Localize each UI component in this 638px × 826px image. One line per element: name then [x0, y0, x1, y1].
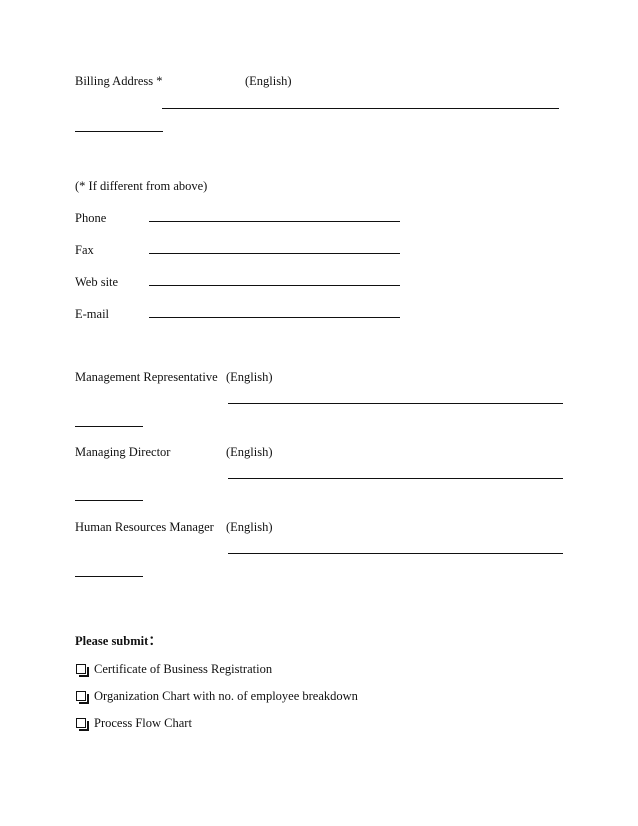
managing-director-label: Managing Director — [75, 445, 171, 459]
phone-label: Phone — [75, 211, 107, 225]
website-field[interactable] — [149, 285, 400, 286]
billing-address-lang: (English) — [245, 74, 292, 88]
fax-label: Fax — [75, 243, 94, 257]
please-submit-colon: ： — [148, 633, 164, 649]
email-label: E-mail — [75, 307, 110, 321]
management-representative-lang: (English) — [226, 370, 273, 384]
management-representative-label: Management Representative — [75, 370, 218, 384]
hr-manager-label: Human Resources Manager — [75, 520, 214, 534]
billing-address-line-2[interactable] — [75, 131, 163, 132]
phone-field[interactable] — [149, 221, 400, 222]
website-label: Web site — [75, 275, 119, 289]
billing-address-label: Billing Address * — [75, 74, 163, 88]
please-submit-heading — [75, 633, 163, 649]
organization-chart-label: Organization Chart with no. of employee breakdown — [94, 689, 358, 703]
hr-manager-line-1[interactable] — [228, 553, 563, 554]
managing-director-line-2[interactable] — [75, 500, 143, 501]
email-field[interactable] — [149, 317, 400, 318]
please-submit-text: Please submit — [75, 634, 149, 648]
certificate-label: Certificate of Business Registration — [94, 662, 273, 676]
billing-address-note: (* If different from above) — [75, 179, 208, 193]
hr-manager-lang: (English) — [226, 520, 273, 534]
organization-chart-checkbox[interactable] — [76, 691, 86, 701]
management-representative-line-2[interactable] — [75, 426, 143, 427]
hr-manager-line-2[interactable] — [75, 576, 143, 577]
managing-director-line-1[interactable] — [228, 478, 563, 479]
billing-address-line-1[interactable] — [162, 108, 559, 109]
management-representative-line-1[interactable] — [228, 403, 563, 404]
process-flow-checkbox[interactable] — [76, 718, 86, 728]
managing-director-lang: (English) — [226, 445, 273, 459]
process-flow-label: Process Flow Chart — [94, 716, 192, 730]
fax-field[interactable] — [149, 253, 400, 254]
certificate-checkbox[interactable] — [76, 664, 86, 674]
